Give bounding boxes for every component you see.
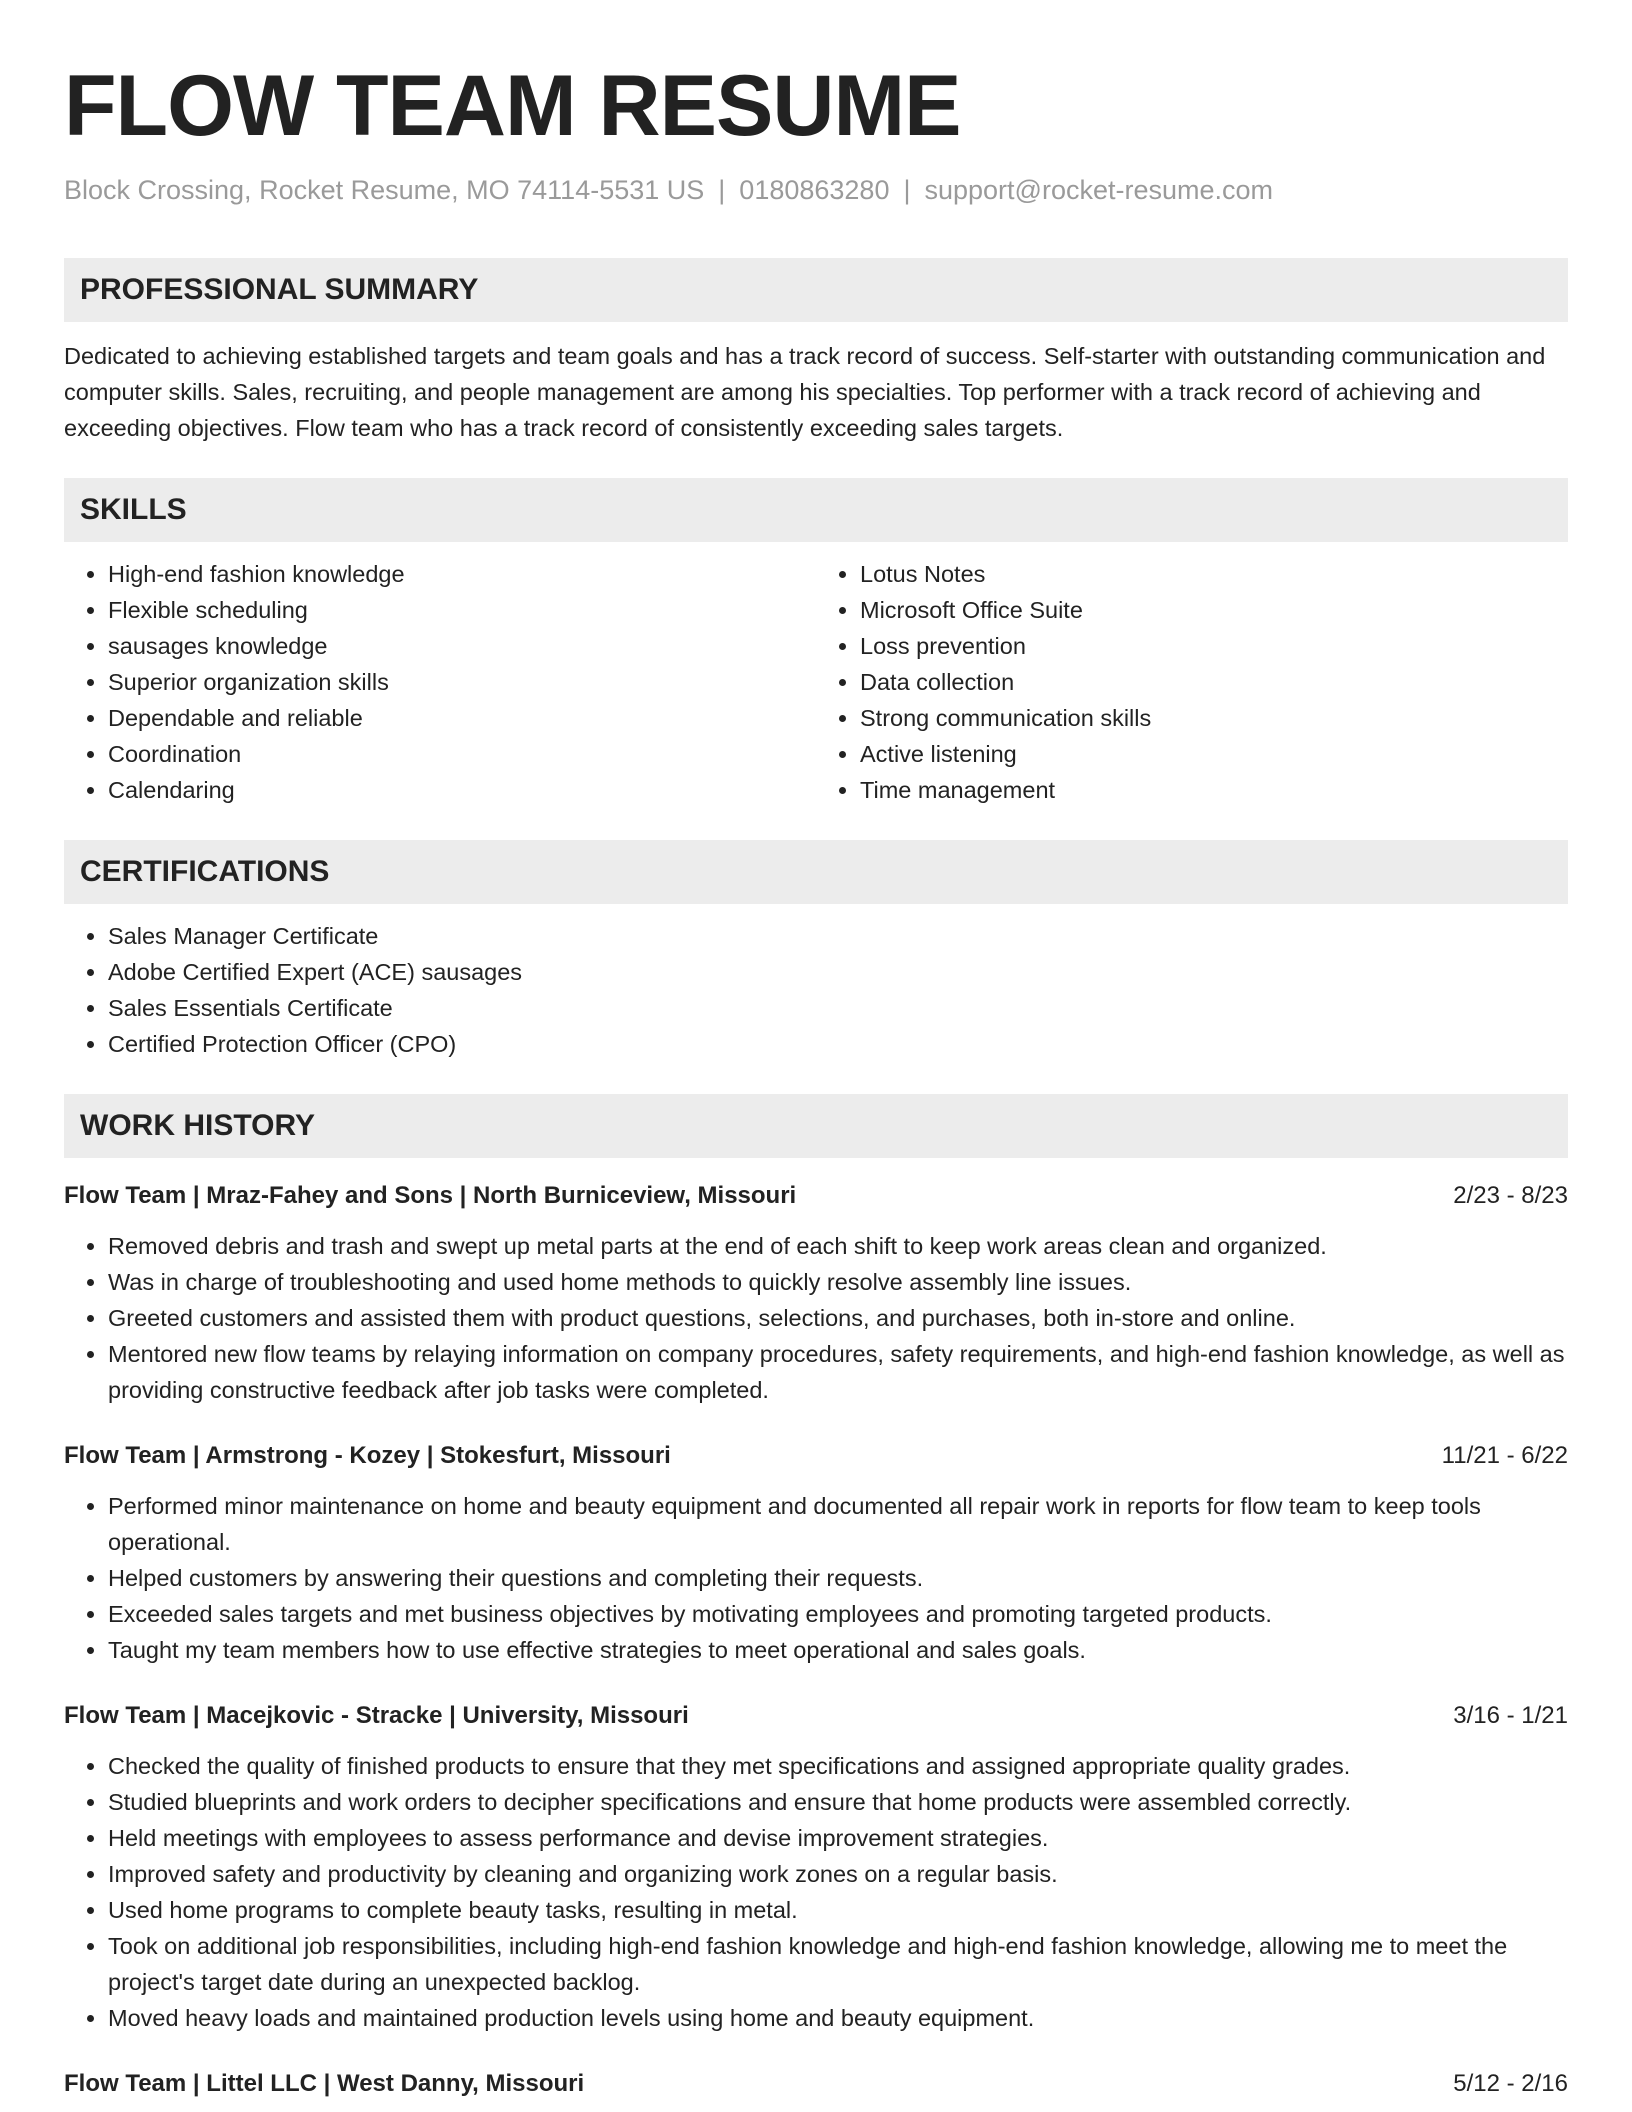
- job-entry: [64, 1178, 1568, 1408]
- job-dates: 11/21 - 6/22: [1441, 1442, 1568, 1469]
- job-header: [64, 1438, 1568, 1474]
- job-bullet: • Performed minor maintenance on home and beauty equipment and documented all repair work in reports for flow team to keep tools operational.: [108, 1488, 1568, 1560]
- skill-item: • Superior organization skills: [108, 664, 816, 700]
- job-dates: 2/23 - 8/23: [1453, 1182, 1568, 1209]
- job-header: [64, 1178, 1568, 1214]
- resume-name: FLOW TEAM RESUME: [64, 58, 961, 154]
- skills-right-list: [816, 556, 1568, 808]
- job-title: Flow Team | Macejkovic - Stracke | University, Missouri: [64, 1702, 689, 1729]
- job-bullet: • Checked the quality of finished products to ensure that they met specifications and assigned appropriate quality grades.: [108, 1748, 1568, 1784]
- job-header: [64, 1698, 1568, 1734]
- skill-item: • High-end fashion knowledge: [108, 556, 816, 592]
- skill-item: • Data collection: [860, 664, 1568, 700]
- certification-item: • Sales Manager Certificate: [108, 918, 1568, 954]
- certification-item: • Adobe Certified Expert (ACE) sausages: [108, 954, 1568, 990]
- job-bullet: • Used home programs to complete beauty tasks, resulting in metal.: [108, 1892, 1568, 1928]
- skill-item: • Calendaring: [108, 772, 816, 808]
- certifications-list: [64, 918, 1568, 1062]
- job-bullet: • Mentored new flow teams by relaying information on company procedures, safety requirements, and high-end fashion knowledge, as well as providing constructive feedback after job tasks were completed.: [108, 1336, 1568, 1408]
- job-bullets: [64, 1488, 1568, 1668]
- job-entry: [64, 1438, 1568, 1668]
- job-bullets: [64, 1748, 1568, 2036]
- job-entry: [64, 1698, 1568, 2036]
- job-title: Flow Team | Armstrong - Kozey | Stokesfurt, Missouri: [64, 1442, 671, 1469]
- skills-columns: [64, 556, 1568, 808]
- job-bullet: • Greeted customers and assisted them with product questions, selections, and purchases, both in-store and online.: [108, 1300, 1568, 1336]
- certification-item: • Sales Essentials Certificate: [108, 990, 1568, 1026]
- job-bullet: • Held meetings with employees to assess performance and devise improvement strategies.: [108, 1820, 1568, 1856]
- contact-email: support@rocket-resume.com: [924, 175, 1274, 205]
- job-bullet: • Studied blueprints and work orders to decipher specifications and ensure that home products were assembled correctly.: [108, 1784, 1568, 1820]
- job-title: Flow Team | Mraz-Fahey and Sons | North Burniceview, Missouri: [64, 1182, 797, 1209]
- job-bullet: • Removed debris and trash and swept up metal parts at the end of each shift to keep work areas clean and organized.: [108, 1228, 1568, 1264]
- work-history-jobs: [64, 1178, 1568, 2102]
- contact-separator: |: [718, 175, 726, 205]
- skill-item: • sausages knowledge: [108, 628, 816, 664]
- certification-item: • Certified Protection Officer (CPO): [108, 1026, 1568, 1062]
- job-bullet: • Was in charge of troubleshooting and used home methods to quickly resolve assembly line issues.: [108, 1264, 1568, 1300]
- summary-text: Dedicated to achieving established targets and team goals and has a track record of success. Self-starter with outstanding communication and computer skills. Sales, recruiting, and people management are among his specialties. Top performer with a track record of achieving and exceeding objectives. Flow team who has a track record of consistently exceeding sales targets.: [64, 343, 1546, 441]
- contact-address: Block Crossing, Rocket Resume, MO 74114-5531 US: [64, 175, 705, 205]
- skill-item: • Microsoft Office Suite: [860, 592, 1568, 628]
- skill-item: • Flexible scheduling: [108, 592, 816, 628]
- skill-item: • Coordination: [108, 736, 816, 772]
- contact-line: [64, 172, 1568, 208]
- job-dates: 5/12 - 2/16: [1453, 2070, 1568, 2097]
- contact-separator: |: [903, 175, 911, 205]
- job-bullet: • Taught my team members how to use effective strategies to meet operational and sales goals.: [108, 1632, 1568, 1668]
- skills-left-list: [64, 556, 816, 808]
- contact-phone: 0180863280: [739, 175, 890, 205]
- job-bullets: [64, 1228, 1568, 1408]
- job-dates: 3/16 - 1/21: [1453, 1702, 1568, 1729]
- job-entry: [64, 2066, 1568, 2102]
- work-history-heading: WORK HISTORY: [64, 1094, 1568, 1158]
- summary-heading: PROFESSIONAL SUMMARY: [64, 258, 1568, 322]
- skill-item: • Lotus Notes: [860, 556, 1568, 592]
- job-title: Flow Team | Littel LLC | West Danny, Missouri: [64, 2070, 585, 2097]
- job-header: [64, 2066, 1568, 2102]
- skill-item: • Active listening: [860, 736, 1568, 772]
- skill-item: • Dependable and reliable: [108, 700, 816, 736]
- job-bullet: • Helped customers by answering their questions and completing their requests.: [108, 1560, 1568, 1596]
- skills-heading: SKILLS: [64, 478, 1568, 542]
- job-bullet: • Improved safety and productivity by cleaning and organizing work zones on a regular basis.: [108, 1856, 1568, 1892]
- skill-item: • Time management: [860, 772, 1568, 808]
- certifications-heading: CERTIFICATIONS: [64, 840, 1568, 904]
- job-bullet: • Moved heavy loads and maintained production levels using home and beauty equipment.: [108, 2000, 1568, 2036]
- skill-item: • Loss prevention: [860, 628, 1568, 664]
- skill-item: • Strong communication skills: [860, 700, 1568, 736]
- job-bullet: • Exceeded sales targets and met business objectives by motivating employees and promoting targeted products.: [108, 1596, 1568, 1632]
- job-bullet: • Took on additional job responsibilities, including high-end fashion knowledge and high-end fashion knowledge, allowing me to meet the project's target date during an unexpected backlog.: [108, 1928, 1568, 2000]
